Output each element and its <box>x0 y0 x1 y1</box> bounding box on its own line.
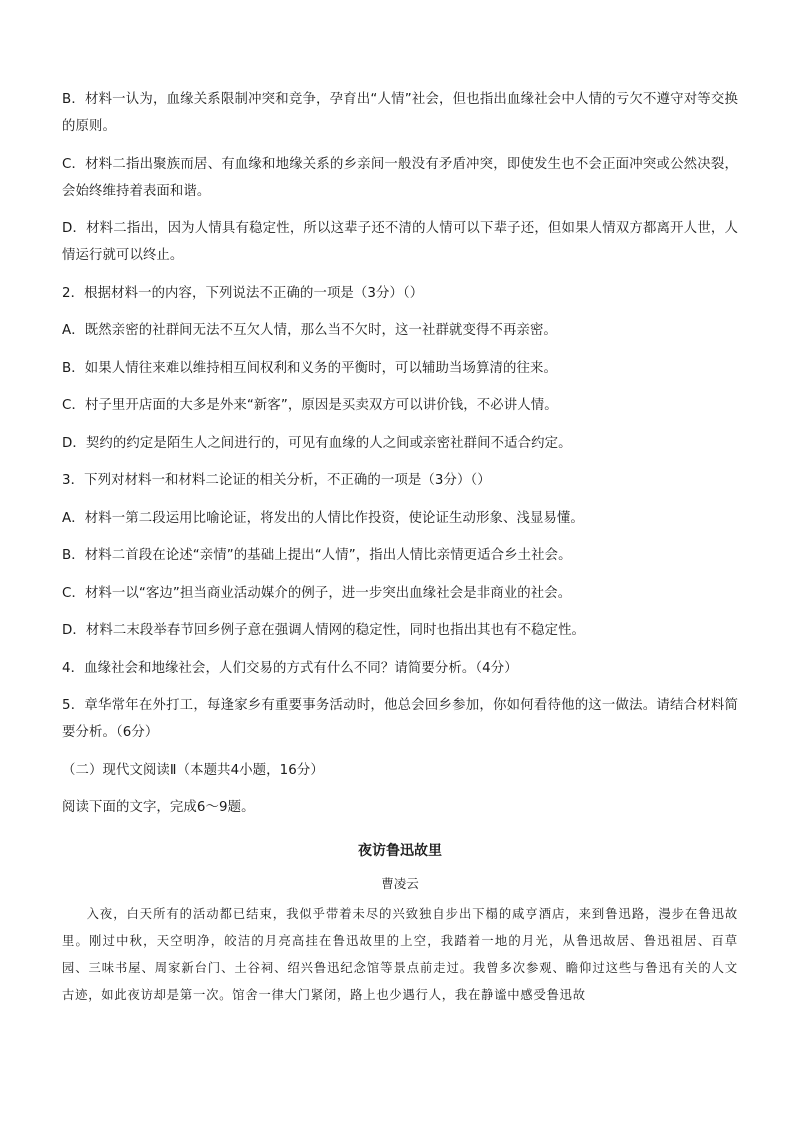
question-2-stem: 2．根据材料一的内容，下列说法不正确的一项是（3分）（） <box>62 285 424 301</box>
question-2-option-a: A．既然亲密的社群间无法不互欠人情，那么当不欠时，这一社群就变得不再亲密。 <box>62 323 557 338</box>
question-2-option-b: B．如果人情往来难以维持相互间权利和义务的平衡时，可以辅助当场算清的往来。 <box>62 360 557 376</box>
question-3-option-d: D．材料二末段举春节回乡例子意在强调人情网的稳定性，同时也指出其也有不稳定性。 <box>62 623 586 638</box>
question-1-option-d: D．材料二指出，因为人情具有稳定性，所以这辈子还不清的人情可以下辈子还，但如果人情双方都离开人世，人情运行就可以终止。 <box>62 221 738 263</box>
question-3-stem: 3．下列对材料一和材料二论证的相关分析，不正确的一项是（3分）（） <box>62 473 491 488</box>
article-author: 曹凌云 <box>381 876 419 891</box>
question-3-option-c: C．材料一以“客边”担当商业活动媒介的例子，进一步突出血缘社会是非商业的社会。 <box>62 585 572 601</box>
section-heading: （二）现代文阅读Ⅱ（本题共4小题，16分） <box>62 762 324 778</box>
question-4: 4．血缘社会和地缘社会，人们交易的方式有什么不同？请简要分析。（4分） <box>62 660 518 676</box>
question-2-option-d: D．契约的约定是陌生人之间进行的，可见有血缘的人之间或亲密社群间不适合约定。 <box>62 435 572 451</box>
question-3-option-a: A．材料一第二段运用比喻论证，将发出的人情比作投资，使论证生动形象、浅显易懂。 <box>62 510 584 526</box>
question-1-option-c: C．材料二指出聚族而居、有血缘和地缘关系的乡亲间一般没有矛盾冲突，即使发生也不会正面冲突或公然决裂，会始终维持着表面和谐。 <box>62 156 738 199</box>
article-title: 夜访鲁迅故里 <box>358 843 442 859</box>
page-content <box>62 86 738 1009</box>
reading-instruction: 阅读下面的文字，完成6～9题。 <box>62 800 255 815</box>
question-5: 5．章华常年在外打工，每逢家乡有重要事务活动时，他总会回乡参加，你如何看待他的这一做法。请结合材料简要分析。（6分） <box>62 698 738 740</box>
question-2-option-c: C．村子里开店面的大多是外来“新客”，原因是买卖双方可以讲价钱，不必讲人情。 <box>62 398 558 413</box>
question-3-option-b: B．材料二首段在论述“亲情”的基础上提出“人情”，指出人情比亲情更适合乡土社会。 <box>62 548 572 563</box>
article-body: 入夜，白天所有的活动都已结束，我似乎带着未尽的兴致独自步出下榻的咸亨酒店，来到鲁迅路，漫步在鲁迅故里。刚过中秋，天空明净，皎洁的月亮高挂在鲁迅故里的上空，我踏着一地的月光，从鲁迅故居、鲁迅祖居、百草园、三味书屋、周家新台门、土谷祠、绍兴鲁迅纪念馆等景点前走过。我曾多次参观、瞻仰过这些与鲁迅有关的人文古迹，如此夜访却是第一次。馆舍一律大门紧闭，路上也少遇行人，我在静谧中感受鲁迅故 <box>62 907 738 1002</box>
question-1-option-b: B．材料一认为，血缘关系限制冲突和竞争，孕育出“人情”社会，但也指出血缘社会中人情的亏欠不遵守对等交换的原则。 <box>62 92 738 134</box>
